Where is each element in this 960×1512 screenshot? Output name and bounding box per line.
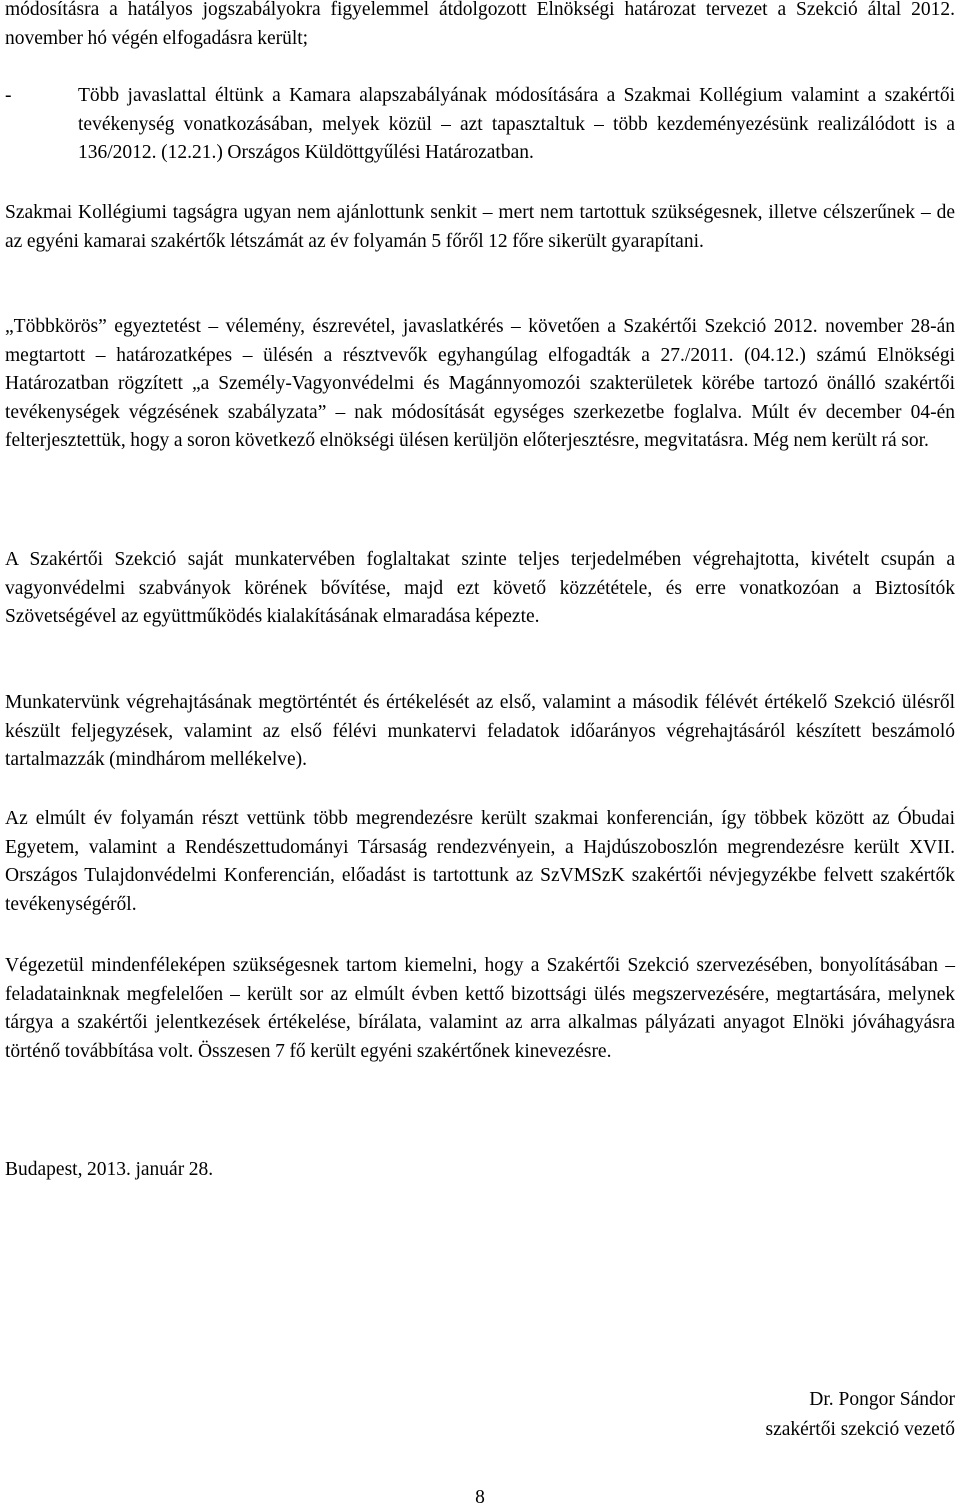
paragraph-egyeztetes: „Többkörös” egyeztetést – vélemény, észrevétel, javaslatkérés – követően a Szakértői Szekció 2012. november 28-án megtartott – határozatképes – ülésén a résztvevők egyhangúlag elfogadták a 27./2011. (04.12.) számú Elnökségi Határozatban rögzített „a Személy-Vagyonvédelmi és Magánnyomozói szakterületek körébe tartozó önálló szakértői tevékenységek végzésének szabályzata” – nak módosítását egységes szerkezetbe foglalva. Múlt év december 04-én felterjesztettük, hogy a soron következő elnökségi ülésen kerüljön előterjesztésre, megvitatásra. Még nem került rá sor. xyxy=(5,316,955,452)
paragraph-munkaterv: A Szakértői Szekció saját munkatervében foglaltakat szinte teljes terjedelmében végrehajtotta, kivételt csupán a vagyonvédelmi szabványok körének bővítése, majd ezt követő közzététele, és erre vonatkozóan a Biztosítók Szövetségével az együttműködés kialakításának elmaradása képezte. xyxy=(5,549,955,628)
top-paragraph: módosításra a hatályos jogszabályokra figyelemmel átdolgozott Elnökségi határozat tervezet a Szekció által 2012. november hó végén elfogadásra került; xyxy=(5,0,955,49)
bullet-marker: - xyxy=(5,85,12,106)
place-date: Budapest, 2013. január 28. xyxy=(5,1159,214,1180)
signature-title: szakértői szekció vezető xyxy=(765,1419,955,1440)
paragraph-konferencia: Az elmúlt év folyamán részt vettünk több megrendezésre került szakmai konferencián, így többek között az Óbudai Egyetem, valamint a Rendészettudományi Társaság rendezvényein, a Hajdúszoboszlón megrendezésre került XVII. Országos Tulajdonvédelmi Konferencián, előadást is tartottunk az SzVMSzK szakértői névjegyzékbe felvett szakértők tevékenységéről. xyxy=(5,808,955,915)
signature-name: Dr. Pongor Sándor xyxy=(809,1389,955,1410)
paragraph-kollegium: Szakmai Kollégiumi tagságra ugyan nem ajánlottunk senkit – mert nem tartottuk szükségesnek, illetve célszerűnek – de az egyéni kamarai szakértők létszámát az év folyamán 5 főről 12 főre sikerült gyarapítani. xyxy=(5,202,955,252)
bullet-text: Több javaslattal éltünk a Kamara alapszabályának módosítására a Szakmai Kollégium valamint a szakértői tevékenység vonatkozásában, melyek közül – azt tapasztaltuk – több kezdeményezésünk realizálódott is a 136/2012. (12.21.) Országos Küldöttgyűlési Határozatban. xyxy=(78,85,955,164)
paragraph-vegezetul: Végezetül mindenféleképen szükségesnek tartom kiemelni, hogy a Szakértői Szekció szervezésében, bonyolításában – feladatainknak megfelelően – került sor az elmúlt évben kettő bizottsági ülés megszervezésére, megtartására, melynek tárgya a szakértői jelentkezések értékelése, bírálata, valamint az arra alkalmas pályázati anyagot Elnöki jóváhagyásra történő továbbítása volt. Összesen 7 fő került egyéni szakértőnek kinevezésre. xyxy=(5,955,955,1062)
bullet-item xyxy=(5,82,955,168)
paragraph-vegrehajtas: Munkatervünk végrehajtásának megtörténtét és értékelését az első, valamint a második félévét értékelő Szekció ülésről készült feljegyzések, valamint az első félévi munkatervi feladatok időarányos végrehajtásáról készített beszámoló tartalmazzák (mindhárom mellékelve). xyxy=(5,692,955,771)
page-number: 8 xyxy=(475,1487,485,1508)
